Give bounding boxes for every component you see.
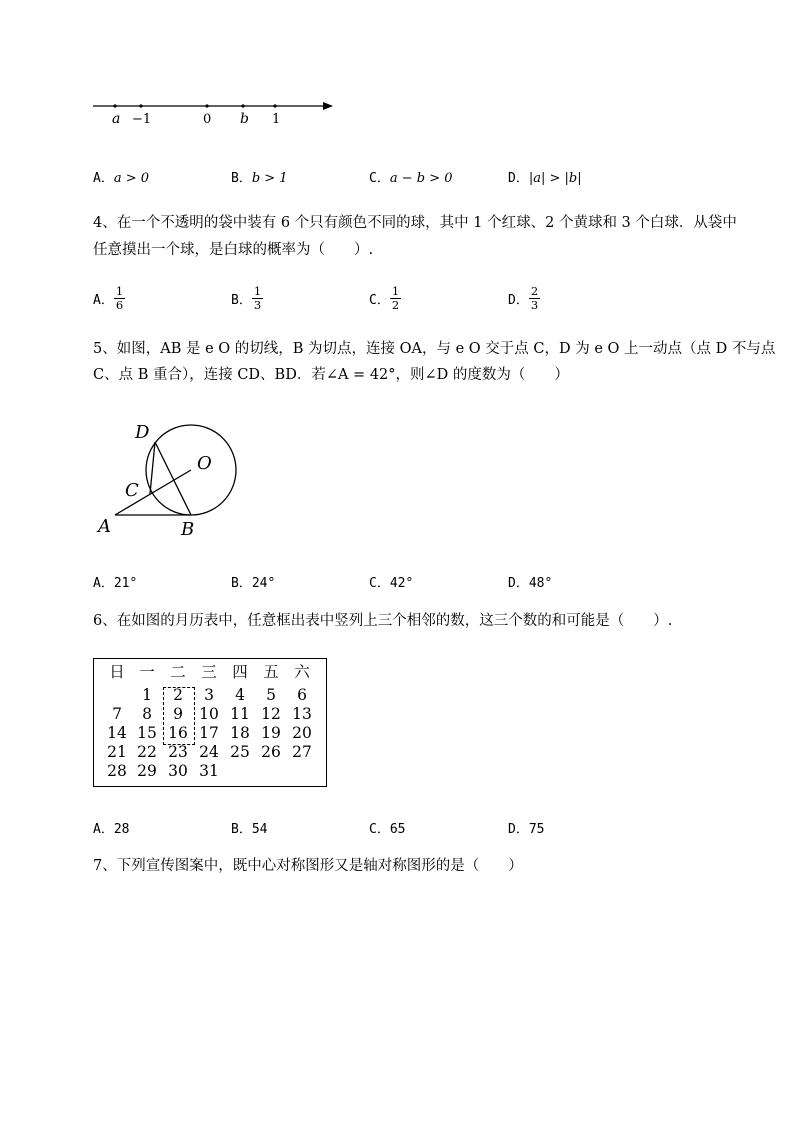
calendar-header-cell: 六 [294, 663, 310, 681]
calendar-day-cell: 14 [107, 724, 127, 742]
option-text: 48° [528, 576, 553, 591]
tick-b [241, 104, 244, 107]
label-neg1: −1 [132, 112, 152, 127]
numerator: 1 [391, 284, 400, 298]
calendar-header-cell: 二 [170, 663, 186, 681]
q6-option-a[interactable] [93, 818, 129, 837]
calendar-day-cell: 5 [266, 686, 276, 704]
calendar-day-cell: 29 [137, 762, 157, 780]
calendar-day-cell: 9 [173, 705, 183, 723]
calendar-day-cell: 7 [112, 705, 122, 723]
calendar-day-cell: 4 [235, 686, 245, 704]
label-point-o: O [197, 453, 212, 474]
q7-stem-line1: 7、下列宣传图案中，既中心对称图形又是轴对称图形的是（ ） [93, 858, 523, 874]
tick-a [113, 104, 116, 107]
option-letter: B． [231, 293, 252, 308]
calendar-day-cell: 28 [107, 762, 127, 780]
calendar-day-cell: 12 [261, 705, 281, 723]
calendar-day-cell: 26 [261, 743, 281, 761]
denominator: 3 [530, 298, 539, 312]
option-letter: B． [231, 576, 252, 591]
option-expr: |a| > |b| [528, 171, 582, 186]
calendar-day-cell: 24 [199, 743, 219, 761]
label-0: 0 [203, 112, 212, 127]
option-letter: A． [93, 822, 114, 837]
option-text: 75 [528, 822, 545, 837]
option-letter: D． [508, 171, 529, 186]
numerator: 2 [530, 284, 539, 298]
label-point-d: D [135, 422, 150, 443]
label-point-b: B [181, 519, 195, 540]
numerator: 1 [115, 284, 124, 298]
label-point-c: C [125, 480, 139, 501]
calendar-day-cell: 30 [168, 762, 188, 780]
fraction [529, 285, 540, 312]
option-text: 65 [389, 822, 406, 837]
denominator: 2 [391, 298, 400, 312]
fraction [390, 285, 401, 312]
calendar-table [93, 658, 327, 787]
calendar-day-cell: 15 [137, 724, 157, 742]
fraction [114, 285, 125, 312]
q4-option-a[interactable] [93, 285, 125, 312]
q6-option-b[interactable] [231, 818, 267, 837]
numerator: 1 [253, 284, 262, 298]
q5-stem-line1: 5、如图，AB 是 e O 的切线，B 为切点，连接 OA，与 e O 交于点 C，D 为 e O 上一动点（点 D 不与点 [93, 341, 776, 357]
calendar-day-cell: 21 [107, 743, 127, 761]
q6-option-d[interactable] [508, 818, 544, 837]
option-letter: A． [93, 293, 114, 308]
calendar-day-cell: 10 [199, 705, 219, 723]
option-letter: B． [231, 822, 252, 837]
q6-stem-line1: 6、在如图的月历表中，任意框出表中竖列上三个相邻的数，这三个数的和可能是（ ）. [93, 613, 673, 629]
label-a: a [112, 111, 121, 127]
option-text: 28 [113, 822, 130, 837]
option-letter: B． [231, 171, 252, 186]
denominator: 6 [115, 298, 124, 312]
calendar-day-cell: 23 [168, 743, 188, 761]
option-letter: C． [369, 576, 390, 591]
tick-1 [273, 104, 276, 107]
q4-stem-line2: 任意摸出一个球，是白球的概率为（ ）. [93, 242, 374, 258]
calendar-day-cell: 17 [199, 724, 219, 742]
q5-option-b[interactable] [231, 572, 275, 591]
option-expr: b > 1 [251, 171, 288, 186]
calendar-header-cell: 一 [139, 663, 155, 681]
calendar-header-cell: 四 [232, 663, 248, 681]
calendar-day-cell: 13 [292, 705, 312, 723]
fraction [252, 285, 263, 312]
label-1: 1 [272, 112, 281, 127]
segment-db [155, 442, 191, 515]
number-line-figure [90, 96, 340, 130]
calendar-day-cell: 22 [137, 743, 157, 761]
option-text: 42° [389, 576, 414, 591]
option-letter: C． [369, 822, 390, 837]
calendar-day-cell: 18 [230, 724, 250, 742]
option-letter: D． [508, 822, 529, 837]
calendar-day-cell: 8 [142, 705, 152, 723]
calendar-day-cell: 25 [230, 743, 250, 761]
denominator: 3 [253, 298, 262, 312]
tick-0 [205, 104, 208, 107]
arrow-head-icon [323, 102, 333, 110]
calendar-header-cell: 日 [109, 663, 125, 681]
option-text: 21° [113, 576, 138, 591]
q3-option-d[interactable] [508, 167, 582, 186]
q5-option-a[interactable] [93, 572, 137, 591]
q3-option-c[interactable] [369, 167, 453, 186]
option-letter: A． [93, 576, 114, 591]
q3-option-b[interactable] [231, 167, 288, 186]
option-letter: D． [508, 576, 529, 591]
q4-option-b[interactable] [231, 285, 263, 312]
calendar-day-cell: 19 [261, 724, 281, 742]
option-letter: A． [93, 171, 114, 186]
option-text: 24° [251, 576, 276, 591]
calendar-day-cell: 20 [292, 724, 312, 742]
option-expr: a − b > 0 [389, 171, 453, 186]
calendar-day-cell: 6 [297, 686, 307, 704]
q4-option-c[interactable] [369, 285, 401, 312]
label-point-a: A [98, 516, 111, 537]
q4-stem-line1: 4、在一个不透明的袋中装有 6 个只有颜色不同的球，其中 1 个红球、2 个黄球和 3 个白球．从袋中 [93, 215, 737, 231]
label-b: b [240, 111, 249, 127]
option-expr: a > 0 [113, 171, 150, 186]
calendar-day-cell: 11 [230, 705, 250, 723]
q5-option-c[interactable] [369, 572, 413, 591]
option-text: 54 [251, 822, 268, 837]
tick-neg1 [139, 104, 142, 107]
option-letter: C． [369, 171, 390, 186]
calendar-day-cell: 1 [142, 686, 152, 704]
calendar-header-cell: 三 [201, 663, 217, 681]
calendar-day-cell: 27 [292, 743, 312, 761]
q5-stem-line2: C、点 B 重合），连接 CD、BD．若∠A = 42°，则∠D 的度数为（ ） [93, 367, 569, 383]
calendar-day-cell: 3 [204, 686, 214, 704]
q5-circle-figure [95, 418, 255, 542]
option-letter: C． [369, 293, 390, 308]
calendar-day-cell: 31 [199, 762, 219, 780]
q6-option-c[interactable] [369, 818, 405, 837]
q4-option-d[interactable] [508, 285, 540, 312]
q3-option-a[interactable] [93, 167, 149, 186]
calendar-day-cell: 16 [168, 724, 188, 742]
option-letter: D． [508, 293, 529, 308]
calendar-header-cell: 五 [263, 663, 279, 681]
q5-option-d[interactable] [508, 572, 552, 591]
calendar-day-cell: 2 [173, 686, 183, 704]
